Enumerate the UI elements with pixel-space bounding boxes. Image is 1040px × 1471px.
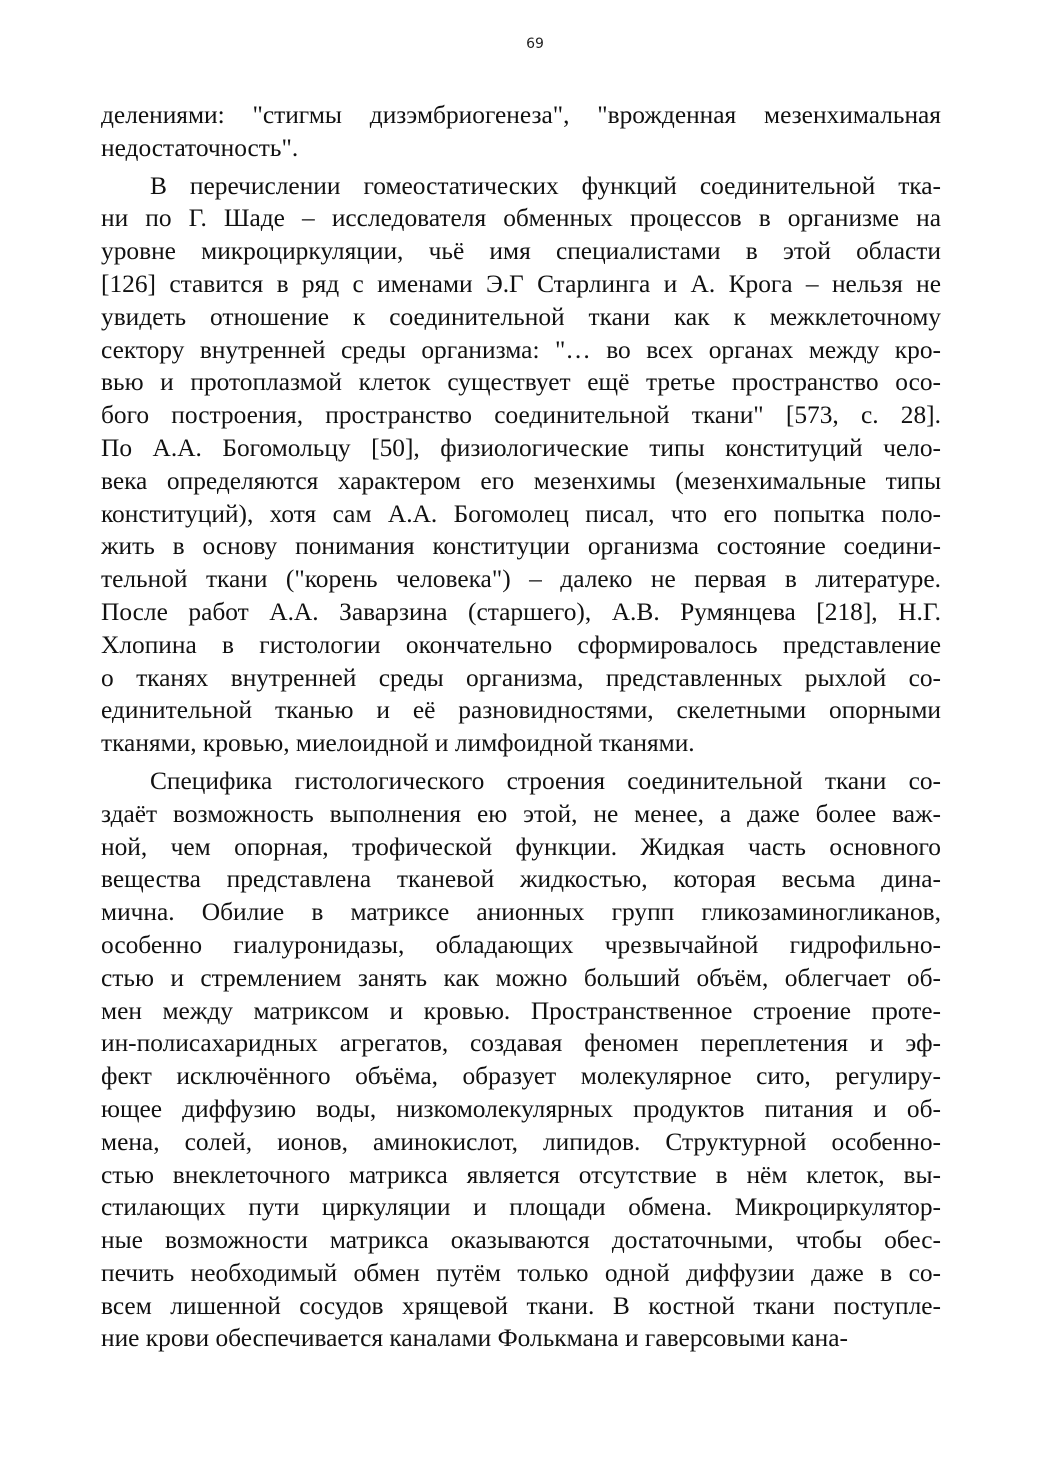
text-line: ин-полисахаридных агрегатов, создавая феномен переплетения и эф- bbox=[101, 1029, 941, 1058]
text-line: жить в основу понимания конституции организма состояние соедини- bbox=[101, 532, 941, 561]
text-line: вещества представлена тканевой жидкостью, которая весьма дина- bbox=[101, 865, 941, 894]
text-line: всем лишенной сосудов хрящевой ткани. В костной ткани поступле- bbox=[101, 1291, 941, 1320]
text-line: стилающих пути циркуляции и площади обмена. Микроциркулятор- bbox=[101, 1193, 941, 1222]
text-line: печить необходимый обмен путём только одной диффузии даже в со- bbox=[101, 1258, 941, 1287]
paragraph bbox=[101, 765, 941, 1355]
text-line: ни по Г. Шаде – исследователя обменных процессов в организме на bbox=[101, 204, 941, 233]
text-line: Хлопина в гистологии окончательно сформировалось представление bbox=[101, 630, 941, 659]
text-line: ние крови обеспечивается каналами Фолькмана и гаверсовыми кана- bbox=[101, 1324, 848, 1353]
text-line: мична. Обилие в матриксе анионных групп гликозаминогликанов, bbox=[101, 898, 941, 927]
text-line: недостаточность". bbox=[101, 133, 299, 162]
text-line: Специфика гистологического строения соединительной ткани со- bbox=[150, 766, 941, 795]
text-line: ной, чем опорная, трофической функции. Жидкая часть основного bbox=[101, 832, 941, 861]
text-line: бого построения, пространство соединительной ткани" [573, с. 28]. bbox=[101, 401, 941, 430]
text-line: делениями: "стигмы дизэмбриогенеза", "врожденная мезенхимальная bbox=[101, 101, 941, 129]
text-line: единительной тканью и её разновидностями, скелетными опорными bbox=[101, 696, 941, 725]
text-line: мен между матриксом и кровью. Пространственное строение проте- bbox=[101, 996, 941, 1025]
text-line: стью и стремлением занять как можно больший объём, облегчает об- bbox=[101, 963, 941, 992]
document-body bbox=[101, 99, 941, 1355]
paragraph bbox=[101, 170, 941, 760]
text-line: сектору внутренней среды организма: "… во всех органах между кро- bbox=[101, 335, 941, 364]
text-line: В перечислении гомеостатических функций соединительной тка- bbox=[150, 171, 941, 200]
text-line: стью внеклеточного матрикса является отсутствие в нём клеток, вы- bbox=[101, 1160, 941, 1189]
text-line: После работ А.А. Заварзина (старшего), А.В. Румянцева [218], Н.Г. bbox=[101, 597, 941, 626]
text-line: века определяются характером его мезенхимы (мезенхимальные типы bbox=[101, 466, 941, 495]
text-line: По А.А. Богомольцу [50], физиологические типы конституций чело- bbox=[101, 433, 941, 462]
text-line: [126] ставится в ряд с именами Э.Г Старлинга и А. Крога – нельзя не bbox=[101, 269, 941, 298]
text-line: мена, солей, ионов, аминокислот, липидов. Структурной особенно- bbox=[101, 1127, 941, 1156]
text-line: конституций), хотя сам А.А. Богомолец писал, что его попытка поло- bbox=[101, 499, 941, 528]
text-line: о тканях внутренней среды организма, представленных рыхлой со- bbox=[101, 663, 941, 692]
text-line: фект исключённого объёма, образует молекулярное сито, регулиру- bbox=[101, 1062, 941, 1091]
text-line: особенно гиалуронидазы, обладающих чрезвычайной гидрофильно- bbox=[101, 930, 941, 959]
text-line: тельной ткани ("корень человека") – далеко не первая в литературе. bbox=[101, 565, 941, 594]
text-line: уровне микроциркуляции, чьё имя специалистами в этой области bbox=[101, 237, 941, 266]
text-line: ющее диффузию воды, низкомолекулярных продуктов питания и об- bbox=[101, 1094, 941, 1123]
text-line: вью и протоплазмой клеток существует ещё третье пространство осо- bbox=[101, 368, 941, 397]
text-line: тканями, кровью, миелоидной и лимфоидной тканями. bbox=[101, 729, 695, 758]
text-line: увидеть отношение к соединительной ткани как к межклеточному bbox=[101, 302, 941, 331]
text-line: ные возможности матрикса оказываются достаточными, чтобы обес- bbox=[101, 1226, 941, 1255]
paragraph bbox=[101, 99, 941, 165]
text-line: здаёт возможность выполнения ею этой, не менее, а даже более важ- bbox=[101, 799, 941, 828]
page-number: 69 bbox=[526, 36, 544, 52]
